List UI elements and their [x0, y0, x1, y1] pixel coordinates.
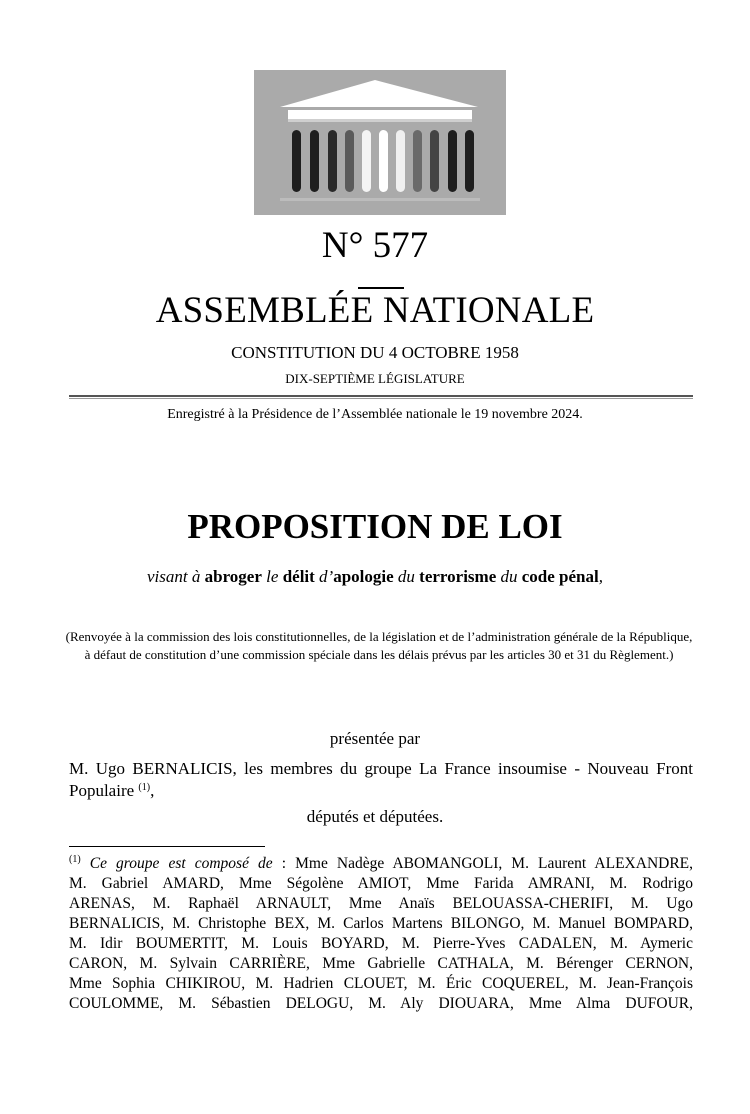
- footnote-divider: [69, 846, 265, 847]
- logo-column: [310, 130, 319, 192]
- footnote-marker: (1): [69, 854, 81, 865]
- subtitle-part: visant à: [147, 567, 205, 586]
- subtitle-part: le: [261, 567, 283, 586]
- logo-column: [379, 130, 388, 192]
- header-rule: [69, 395, 693, 397]
- logo-column: [448, 130, 457, 192]
- footnote-line: COULOMME, M. Sébastien DELOGU, M. Aly DIOUARA, Mme Alma DUFOUR,: [69, 995, 693, 1012]
- subtitle-part: apologie: [333, 567, 394, 586]
- footnote-line: BERNALICIS, M. Christophe BEX, M. Carlos Martens BILONGO, M. Manuel BOMPARD,: [69, 915, 693, 932]
- deputies-label: députés et députées.: [306, 807, 444, 826]
- header-rule-secondary: [69, 398, 693, 399]
- logo-column: [396, 130, 405, 192]
- assemblee-nationale-logo: [254, 70, 506, 215]
- subtitle-part: du: [496, 567, 522, 586]
- subtitle-part: d’: [314, 567, 334, 586]
- logo-column: [345, 130, 354, 192]
- presented-by-label: présentée par: [329, 729, 421, 748]
- logo-base: [280, 198, 480, 201]
- logo-column: [362, 130, 371, 192]
- logo-column: [328, 130, 337, 192]
- footnote-line: M. Gabriel AMARD, Mme Ségolène AMIOT, Mme Farida AMRANI, M. Rodrigo: [69, 875, 693, 892]
- registration-note: Enregistré à la Présidence de l’Assemblée nationale le 19 novembre 2024.: [167, 407, 583, 422]
- document-type: PROPOSITION DE LOI: [187, 507, 563, 546]
- logo-entablature-shadow: [288, 119, 472, 122]
- logo-column: [413, 130, 422, 192]
- footnote-line: ARENAS, M. Raphaël ARNAULT, Mme Anaïs BELOUASSA-CHERIFI, M. Ugo: [69, 895, 693, 912]
- footnote-line: Mme Sophia CHIKIROU, M. Hadrien CLOUET, M. Éric COQUEREL, M. Jean-François: [69, 975, 693, 992]
- authors-suffix: ,: [150, 781, 155, 800]
- subtitle-part: terrorisme: [419, 567, 497, 586]
- footnote-line: CARON, M. Sylvain CARRIÈRE, Mme Gabrielle CATHALA, M. Bérenger CERNON,: [69, 955, 693, 972]
- footnote: [69, 854, 693, 1014]
- logo-column: [430, 130, 439, 192]
- committee-referral: (Renvoyée à la commission des lois constitutionnelles, de la législation et de l’administration générale de la République, à défaut de constitution d’une commission spéciale dans les délais prévus par les articles 30 et 31 du Règlement.): [65, 629, 693, 662]
- subtitle-part: du: [393, 567, 420, 586]
- footnote-line: M. Idir BOUMERTIT, M. Louis BOYARD, M. Pierre-Yves CADALEN, M. Aymeric: [69, 935, 693, 952]
- subtitle-part: code pénal: [521, 567, 599, 586]
- footnote-intro: Ce groupe est composé de: [89, 855, 273, 872]
- assembly-name: ASSEMBLÉE NATIONALE: [155, 290, 595, 331]
- constitution-line: CONSTITUTION DU 4 OCTOBRE 1958: [231, 343, 519, 362]
- subtitle-part: délit: [282, 567, 315, 586]
- footnote-line: : Mme Nadège ABOMANGOLI, M. Laurent ALEXANDRE,: [272, 855, 694, 872]
- bill-subtitle: [0, 565, 750, 589]
- authors-text: M. Ugo BERNALICIS, les membres du groupe La France insoumise - Nouveau Front Populaire: [69, 759, 693, 800]
- subtitle-part: abroger: [204, 567, 262, 586]
- document-number: N° 577: [321, 225, 429, 266]
- footnote-reference: (1): [138, 782, 151, 793]
- logo-column: [292, 130, 301, 192]
- authors: [69, 758, 693, 802]
- subtitle-part: ,: [598, 567, 603, 586]
- legislature-line: DIX-SEPTIÈME LÉGISLATURE: [285, 371, 465, 386]
- logo-column: [465, 130, 474, 192]
